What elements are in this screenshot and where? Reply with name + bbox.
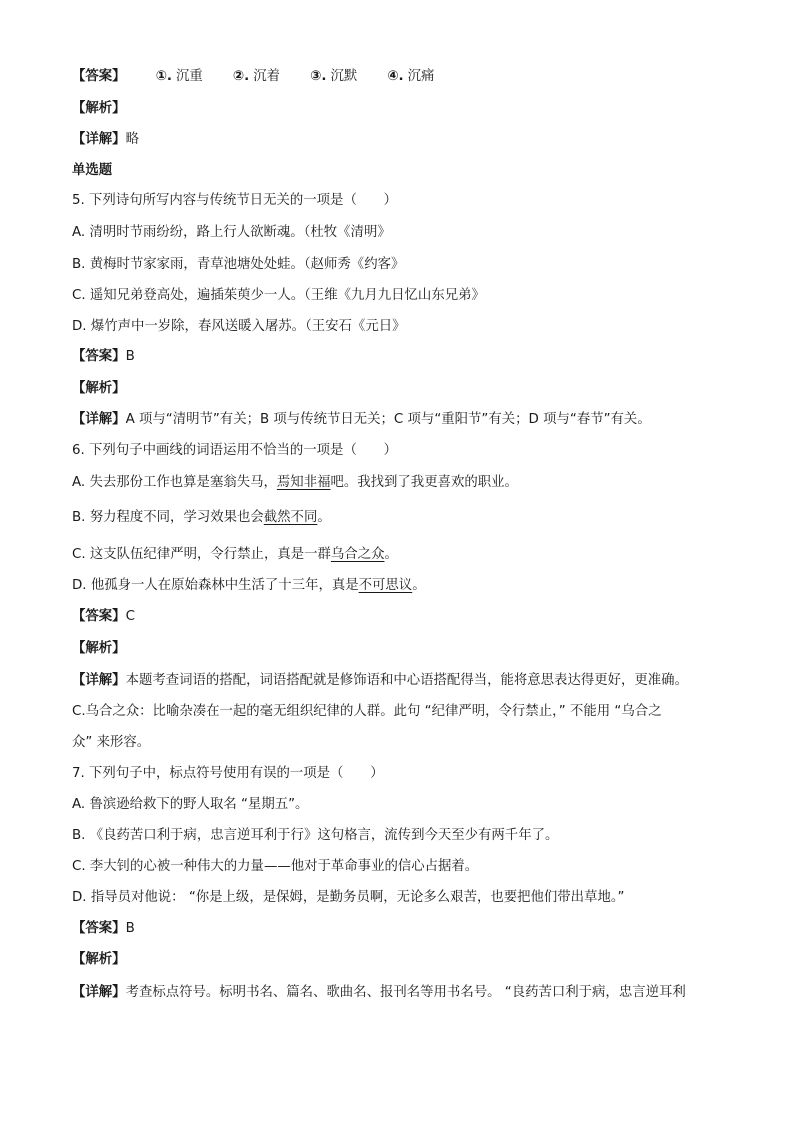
answer-tag: 【答案】: [72, 69, 126, 84]
q6-option-a: A. 失去那份工作也算是塞翁失马，焉知非福吧。我找到了我更喜欢的职业。: [72, 475, 518, 490]
q6-detail-line-2: C.乌合之众：比喻杂凑在一起的毫无组织纪律的人群。此句 “纪律严明，令行禁止，” 不能用 “乌合之: [72, 704, 662, 719]
analysis-tag: 【解析】: [72, 641, 126, 656]
underlined-word: 截然不同: [263, 510, 318, 525]
q5-detail-text: A 项与“清明节”有关；B 项与传统节日无关；C 项与“重阳节”有关；D 项与“春节”有关。: [125, 412, 651, 427]
q5-detail-line: [72, 411, 651, 429]
q5-stem: 5. 下列诗句所写内容与传统节日无关的一项是（ ）: [72, 193, 398, 208]
q5-answer: B: [125, 349, 135, 364]
analysis-tag: 【解析】: [72, 101, 126, 116]
q7-option-c: C. 李大钊的心被一种伟大的力量——他对于革命事业的信心占据着。: [72, 859, 479, 874]
q4-option-2: ②. 沉着: [232, 69, 280, 84]
q5-option-c: C. 遥知兄弟登高处，遍插茱萸少一人。（王维《九月九日忆山东兄弟》: [72, 288, 485, 303]
q7-stem: 7. 下列句子中，标点符号使用有误的一项是（ ）: [72, 766, 384, 781]
answer-tag: 【答案】: [72, 609, 126, 624]
answer-tag: 【答案】: [72, 921, 126, 936]
q4-answer-line: [72, 68, 434, 86]
q6-detail-line-3: 众” 来形容。: [72, 735, 151, 750]
q4-analysis-line: [72, 100, 126, 118]
q4-detail-text: 略: [125, 132, 139, 147]
underlined-word: 不可思议: [358, 578, 413, 593]
q6-option-c: C. 这支队伍纪律严明，令行禁止，真是一群乌合之众。: [72, 547, 398, 562]
answer-tag: 【答案】: [72, 349, 126, 364]
analysis-tag: 【解析】: [72, 381, 126, 396]
analysis-tag: 【解析】: [72, 952, 126, 967]
q6-stem: 6. 下列句子中画线的词语运用不恰当的一项是（ ）: [72, 443, 398, 458]
q7-option-b: B. 《良药苦口利于病，忠言逆耳利于行》这句格言，流传到今天至少有两千年了。: [72, 828, 559, 843]
detail-tag: 【详解】: [72, 985, 126, 1000]
underlined-word: 焉知非福: [276, 475, 331, 490]
q5-option-d: D. 爆竹声中一岁除，春风送暖入屠苏。（王安石《元日》: [72, 319, 406, 334]
q4-option-1: ①. 沉重: [155, 69, 203, 84]
q4-option-3: ③. 沉默: [310, 69, 358, 84]
detail-tag: 【详解】: [72, 673, 126, 688]
q5-option-a: A. 清明时节雨纷纷，路上行人欲断魂。（杜牧《清明》: [72, 225, 391, 240]
section-title: 单选题: [72, 163, 113, 178]
q4-option-4: ④. 沉痛: [387, 69, 435, 84]
q6-detail-line-1: 【详解】本题考查词语的搭配，词语搭配就是修饰语和中心语搭配得当，能将意思表达得更好，更准确。: [72, 673, 688, 688]
q7-detail-line: 【详解】考查标点符号。标明书名、篇名、歌曲名、报刊名等用书名号。 “良药苦口利于病，忠言逆耳利: [72, 985, 686, 1000]
q7-answer-line: [72, 920, 135, 938]
q6-analysis-line: [72, 640, 126, 658]
q6-answer: C: [125, 609, 135, 624]
q6-option-b: B. 努力程度不同，学习效果也会截然不同。: [72, 510, 331, 525]
detail-tag: 【详解】: [72, 412, 126, 427]
detail-tag: 【详解】: [72, 132, 126, 147]
q7-option-a: A. 鲁滨逊给救下的野人取名 “星期五”。: [72, 797, 309, 812]
q6-option-d: D. 他孤身一人在原始森林中生活了十三年，真是不可思议。: [72, 578, 426, 593]
q5-answer-line: [72, 348, 135, 366]
q7-analysis-line: [72, 951, 126, 969]
q4-detail-line: [72, 131, 139, 149]
underlined-word: 乌合之众: [330, 547, 385, 562]
q7-answer: B: [125, 921, 135, 936]
q7-option-d: D. 指导员对他说： “你是上级，是保姆，是勤务员啊，无论多么艰苦，也要把他们带出草地。”: [72, 890, 625, 905]
q5-option-b: B. 黄梅时节家家雨，青草池塘处处蛙。（赵师秀《约客》: [72, 257, 405, 272]
q6-answer-line: [72, 608, 135, 626]
q5-analysis-line: [72, 380, 126, 398]
